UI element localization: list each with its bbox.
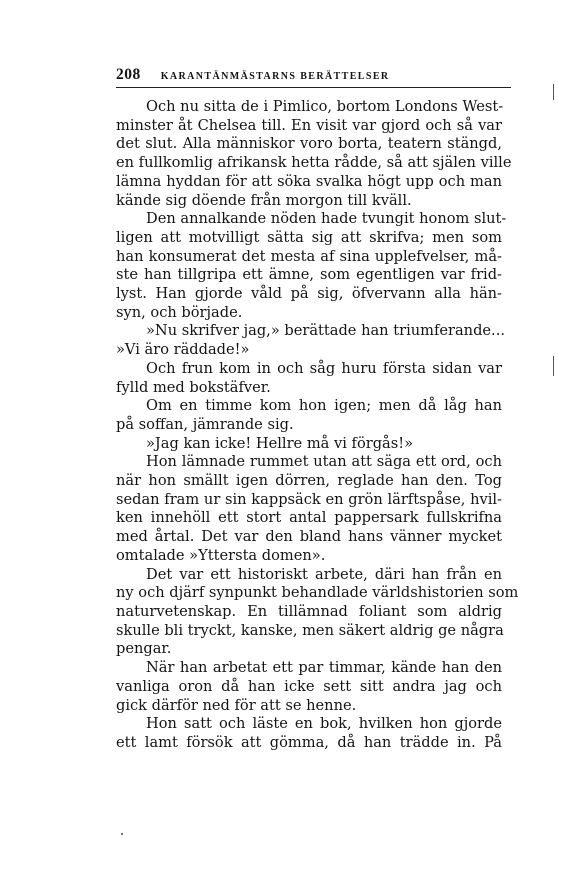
text-line: Och nu sitta de i Pimlico, bortom Londons West- — [146, 98, 504, 115]
text-line: Den annalkande nöden hade tvungit honom slut- — [146, 210, 507, 228]
text-line: han konsumerat det mesta af sina upplefvelser, må- — [116, 247, 502, 265]
text-line: Om en timme kom hon igen; men då låg han — [146, 397, 502, 415]
text-line: naturvetenskap. En tillämnad foliant som aldrig — [116, 602, 502, 620]
text-line: med årtal. Det var den bland hans vänner mycket — [116, 528, 502, 546]
text-line: ken innehöll ett stort antal pappersark fullskrifna — [116, 509, 502, 527]
text-line: »Jag kan icke! Hellre må vi förgås!» — [146, 434, 414, 452]
running-header — [116, 66, 511, 86]
text-line: Hon lämnade rummet utan att säga ett ord, och — [146, 453, 502, 471]
text-line: ett lamt försök att gömma, då han trädde in. På — [116, 733, 502, 751]
text-line: När han arbetat ett par timmar, kände han den — [146, 659, 502, 677]
text-line: fylld med bokstäfver. — [116, 378, 271, 396]
page-number: 208 — [116, 66, 141, 83]
scan-speck — [121, 833, 123, 835]
text-line: vanliga oron då han icke sett sitt andra jag och — [116, 677, 502, 695]
text-line: »Nu skrifver jag,» berättade han triumferande... — [146, 322, 505, 340]
text-line: omtalade »Yttersta domen». — [116, 546, 326, 564]
scan-margin-mark — [553, 356, 554, 376]
text-line: på soffan, jämrande sig. — [116, 415, 294, 433]
body-text — [116, 98, 519, 753]
text-line: gick därför ned för att se henne. — [116, 696, 357, 714]
text-line: ny och djärf synpunkt behandlade världshistorien som — [116, 584, 519, 602]
text-line: Och frun kom in och såg huru första sidan var — [146, 359, 502, 377]
text-line: »Vi äro räddade!» — [116, 341, 250, 359]
text-line: kände sig döende från morgon till kväll. — [116, 191, 412, 209]
text-line: lyst. Han gjorde våld på sig, öfvervann alla hän- — [116, 285, 502, 303]
text-line: syn, och började. — [116, 303, 243, 321]
text-line: ste han tillgripa ett ämne, som egentligen var frid- — [116, 266, 502, 284]
text-line: det slut. Alla människor voro borta, teatern stängd, — [116, 135, 502, 153]
text-line: ligen att motvilligt sätta sig att skrifva; men som — [116, 228, 502, 246]
text-line: skulle bli tryckt, kanske, men säkert aldrig ge några — [116, 621, 504, 639]
text-line: minster åt Chelsea till. En visit var gjord och så var — [116, 116, 502, 134]
text-line: när hon smällt igen dörren, reglade han den. Tog — [116, 472, 502, 490]
text-line: Det var ett historiskt arbete, däri han från en — [146, 565, 502, 583]
text-line: en fullkomlig afrikansk hetta rådde, så att själen ville — [116, 154, 512, 172]
book-title: KARANTÄNMÄSTARNS BERÄTTELSER — [160, 71, 390, 82]
header-rule — [116, 87, 511, 88]
text-line: sedan fram ur sin kappsäck en grön lärftspåse, hvil- — [116, 490, 502, 508]
text-line: pengar. — [116, 640, 172, 658]
scan-margin-mark — [553, 84, 554, 100]
text-line: lämna hyddan för att söka svalka högt upp och man — [116, 172, 502, 190]
text-line: Hon satt och läste en bok, hvilken hon gjorde — [146, 715, 502, 733]
